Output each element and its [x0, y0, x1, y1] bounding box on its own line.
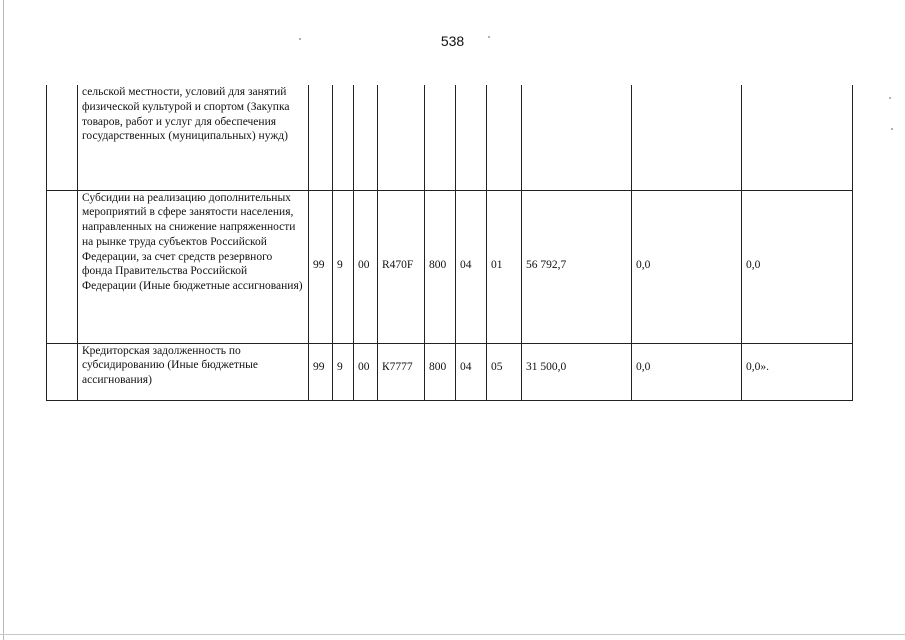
code-cell: 05: [487, 343, 522, 400]
code-cell: 00: [354, 343, 378, 400]
page-left-margin-line: [3, 0, 4, 640]
code-cell: 99: [309, 343, 333, 400]
code-cell: 00: [354, 190, 378, 343]
scan-speck: [889, 97, 891, 99]
code-cell: [309, 85, 333, 190]
code-cell: [456, 85, 487, 190]
code-cell: 9: [333, 190, 354, 343]
code-cell: 9: [333, 343, 354, 400]
scan-speck: [299, 38, 301, 40]
page-bottom-edge: [0, 634, 905, 635]
scan-speck: [488, 36, 490, 38]
amount-cell: [632, 85, 742, 190]
code-cell: R470F: [378, 190, 425, 343]
row-blank-cell: [47, 190, 78, 343]
code-cell: 800: [425, 190, 456, 343]
row-blank-cell: [47, 85, 78, 190]
scan-speck: [891, 128, 893, 130]
amount-cell: 0,0».: [742, 343, 853, 400]
code-cell: [425, 85, 456, 190]
table-row: [47, 343, 853, 400]
table-row: [47, 85, 853, 190]
row-name: Субсидии на реализацию дополнительных мероприятий в сфере занятости населения, направленных на снижение напряженности на рынке труда субъектов Российской Федерации, за счет средств резервного фонда Правительства Российской Федерации (Иные бюджетные ассигнования): [78, 190, 309, 343]
code-cell: [487, 85, 522, 190]
amount-cell: 31 500,0: [522, 343, 632, 400]
budget-table: [46, 85, 853, 401]
code-cell: 01: [487, 190, 522, 343]
code-cell: 800: [425, 343, 456, 400]
amount-cell: 0,0: [632, 343, 742, 400]
code-cell: [333, 85, 354, 190]
code-cell: [378, 85, 425, 190]
row-name: Кредиторская задолженность по субсидированию (Иные бюджетные ассигнования): [78, 343, 309, 400]
table-row: [47, 190, 853, 343]
page-number: 538: [440, 33, 465, 49]
row-blank-cell: [47, 343, 78, 400]
amount-cell: [742, 85, 853, 190]
code-cell: [354, 85, 378, 190]
code-cell: 04: [456, 343, 487, 400]
code-cell: К7777: [378, 343, 425, 400]
amount-cell: 56 792,7: [522, 190, 632, 343]
amount-cell: 0,0: [742, 190, 853, 343]
amount-cell: [522, 85, 632, 190]
code-cell: 99: [309, 190, 333, 343]
row-name: сельской местности, условий для занятий физической культурой и спортом (Закупка товаров, работ и услуг для обеспечения государственных (муниципальных) нужд): [78, 85, 309, 190]
code-cell: 04: [456, 190, 487, 343]
amount-cell: 0,0: [632, 190, 742, 343]
